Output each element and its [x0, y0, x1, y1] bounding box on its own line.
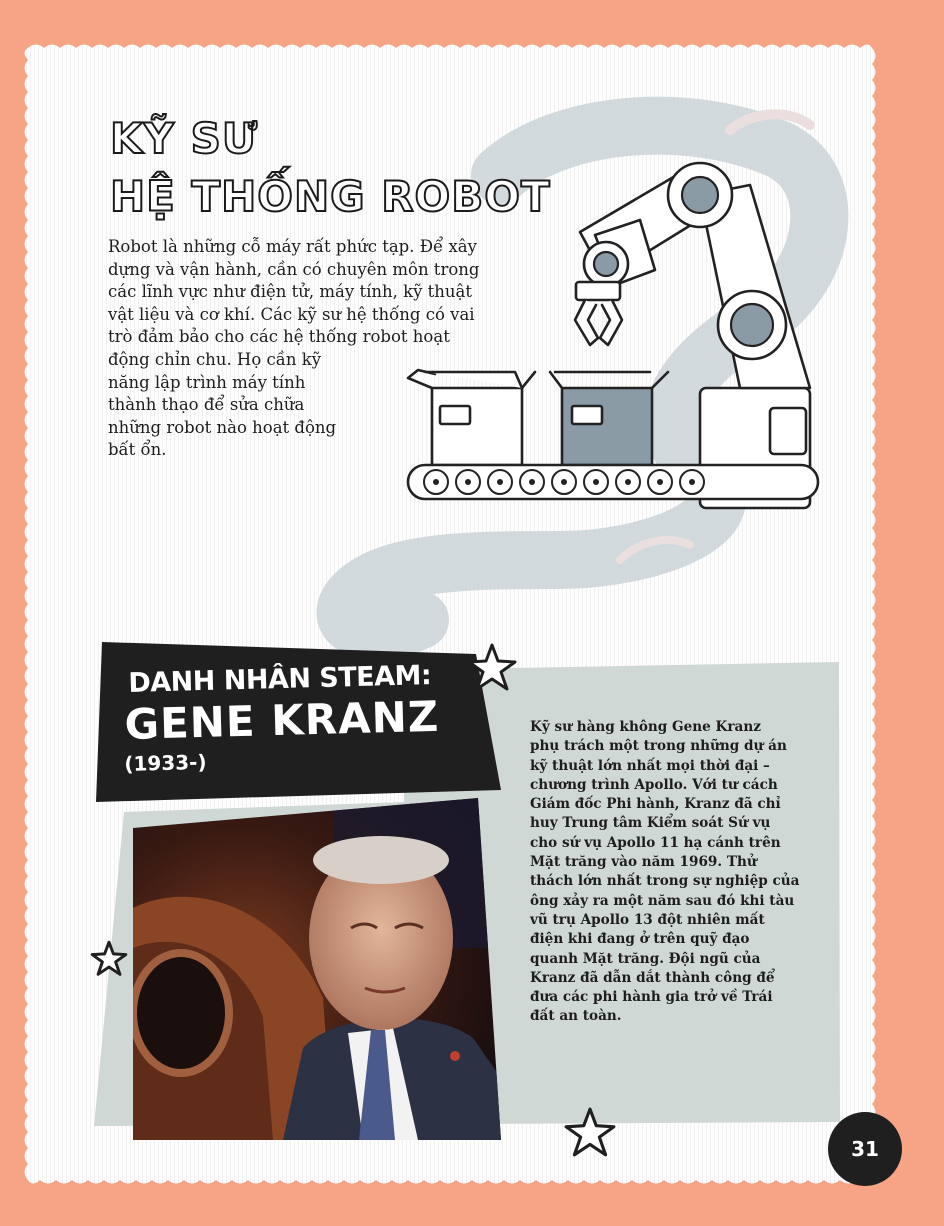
intro-line: thành thạo để sửa chữa [108, 395, 305, 415]
title-line-1: KỸ SƯ [110, 114, 258, 163]
star-icon [563, 1106, 617, 1160]
intro-line: Robot là những cỗ máy rất phức tạp. Để xây [108, 237, 477, 256]
intro-line: động chỉn chu. Họ cần kỹ [108, 349, 322, 369]
bio-line: huy Trung tâm Kiểm soát Sứ vụ [530, 815, 771, 832]
bio-line: đưa các phi hành gia trở về Trái [530, 989, 773, 1006]
profile-name: GENE KRANZ [124, 691, 440, 749]
bio-line: Kỹ sư hàng không Gene Kranz [530, 719, 761, 735]
intro-line: các lĩnh vực như điện tử, máy tính, kỹ thuật [108, 282, 473, 302]
title-line-2: HỆ THỐNG ROBOT [110, 172, 551, 221]
intro-line: những robot nào hoạt động [108, 417, 337, 437]
bio-line: Mặt trăng vào năm 1969. Thử [530, 854, 757, 871]
intro-line: trò đảm bảo cho các hệ thống robot hoạt [108, 327, 450, 347]
intro-line: bất ổn. [108, 440, 167, 460]
bio-line: Kranz đã dẫn dắt thành công để [530, 969, 775, 986]
profile-heading: DANH NHÂN STEAM: [128, 660, 432, 699]
bio-line: phụ trách một trong những dự án [530, 738, 787, 755]
bio-line: đất an toàn. [530, 1008, 622, 1025]
bio-line: điện khi đang ở trên quỹ đạo [530, 931, 750, 948]
bio-line: cho sứ vụ Apollo 11 hạ cánh trên [530, 834, 781, 851]
bio-line: chương trình Apollo. Với tư cách [530, 776, 778, 793]
profile-bio [530, 718, 820, 1027]
star-icon [90, 940, 128, 978]
profile-years: (1933-) [124, 749, 207, 776]
bio-line: thách lớn nhất trong sự nghiệp của [530, 873, 800, 890]
intro-line: năng lập trình máy tính [108, 372, 306, 392]
intro-line: vật liệu và cơ khí. Các kỹ sư hệ thống có vai [108, 304, 475, 324]
bio-line: ông xảy ra một năm sau đó khi tàu [530, 892, 795, 909]
robot-arm-illustration [400, 160, 830, 520]
bio-line: vũ trụ Apollo 13 đột nhiên mất [530, 911, 765, 928]
bio-line: Giám đốc Phi hành, Kranz đã chỉ [530, 796, 781, 813]
intro-line: dựng và vận hành, cần có chuyên môn trong [108, 259, 480, 279]
bio-line: quanh Mặt trăng. Đội ngũ của [530, 950, 761, 967]
gene-kranz-photo [133, 798, 501, 1140]
star-icon [466, 642, 518, 694]
page-number: 31 [828, 1112, 902, 1186]
bio-line: kỹ thuật lớn nhất mọi thời đại – [530, 757, 770, 774]
